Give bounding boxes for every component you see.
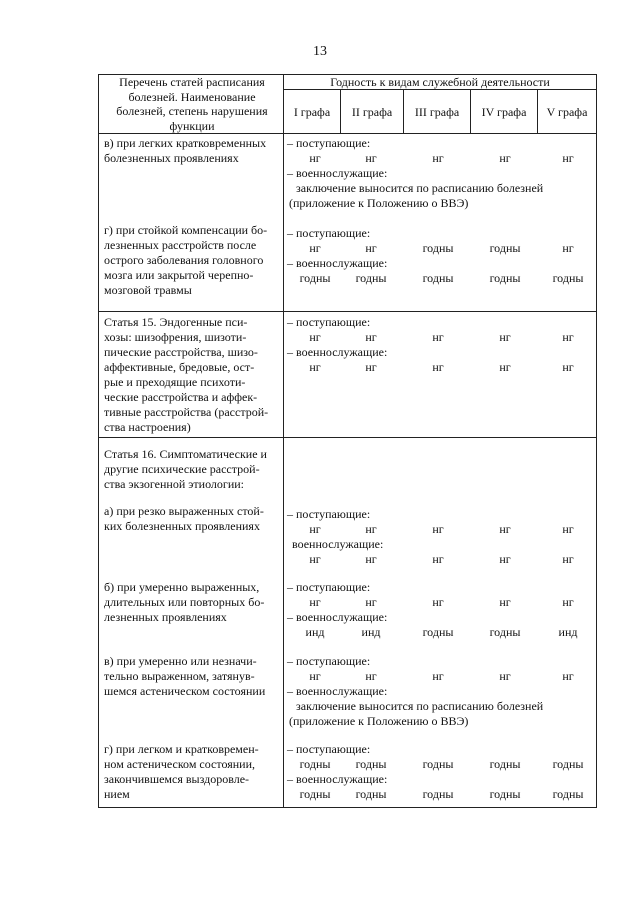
value-graf-2: нг [365,330,377,344]
value-graf-4: нг [499,552,511,566]
row-description-line: тельно выраженном, затянув- [104,669,255,683]
table-border-right [596,74,597,808]
row-description-line: ческие расстройства и аффек- [104,390,258,404]
value-graf-3: нг [432,360,444,374]
conclusion-text: заключение выносится по расписанию болезней [296,181,544,195]
row-description-line: г) при стойкой компенсации бо- [104,223,268,237]
value-graf-5: нг [562,151,574,165]
value-graf-1: годны [299,271,331,285]
value-graf-5: нг [562,595,574,609]
row-description-line: Статья 16. Симптоматические и [104,447,267,461]
row-description-line: мозговой травмы [104,283,192,297]
value-graf-2: нг [365,522,377,536]
page-number: 13 [313,44,327,59]
value-graf-2: нг [365,595,377,609]
row-description-line: хозы: шизофрения, шизоти- [104,330,247,344]
label-servicemen: – военнослужащие: [287,772,388,786]
row-description-line: мозга или закрытой черепно- [104,268,254,282]
table-border-left [98,74,99,808]
value-graf-4: нг [499,595,511,609]
value-graf-5: нг [562,669,574,683]
row-description-line: г) при легком и кратковремен- [104,742,259,756]
value-graf-4: нг [499,522,511,536]
row-description-line: в) при легких кратковременных [104,136,267,150]
row-description-line: аффективные, бредовые, ост- [104,360,255,374]
label-applicants: – поступающие: [287,742,371,756]
row-description-line: болезненных проявлениях [104,151,239,165]
value-graf-2: годны [355,757,387,771]
header-graf-3: III графа [414,105,460,119]
label-servicemen: – военнослужащие: [287,166,388,180]
value-graf-1: годны [299,787,331,801]
value-graf-1: нг [309,522,321,536]
value-graf-1: нг [309,241,321,255]
row-description-line: закончившемся выздоровле- [104,772,250,786]
value-graf-2: нг [365,360,377,374]
value-graf-5: нг [562,552,574,566]
label-servicemen: военнослужащие: [292,537,384,551]
label-servicemen: – военнослужащие: [287,345,388,359]
value-graf-5: нг [562,241,574,255]
label-applicants: – поступающие: [287,226,371,240]
value-graf-1: нг [309,669,321,683]
value-graf-4: нг [499,151,511,165]
value-graf-4: годны [489,625,521,639]
value-graf-4: годны [489,271,521,285]
value-graf-3: годны [422,241,454,255]
value-graf-3: годны [422,757,454,771]
header-graf-5: V графа [546,105,588,119]
conclusion-text: (приложение к Положению о ВВЭ) [289,196,469,210]
conclusion-text: (приложение к Положению о ВВЭ) [289,714,469,728]
conclusion-text: заключение выносится по расписанию болезней [296,699,544,713]
value-graf-3: годны [422,271,454,285]
value-graf-2: нг [365,151,377,165]
row-description-line: шемся астеническом состоянии [104,684,266,698]
header-graf-1: I графа [293,105,331,119]
row-description-line: лезненных проявлениях [104,610,227,624]
label-applicants: – поступающие: [287,136,371,150]
label-applicants: – поступающие: [287,507,371,521]
value-graf-1: годны [299,757,331,771]
value-graf-5: годны [552,757,584,771]
value-graf-4: нг [499,330,511,344]
row-description-line: острого заболевания головного [104,253,264,267]
value-graf-4: нг [499,360,511,374]
label-applicants: – поступающие: [287,654,371,668]
value-graf-1: нг [309,595,321,609]
row-description-line: лезненных расстройств после [104,238,257,252]
value-graf-5: нг [562,330,574,344]
value-graf-4: нг [499,669,511,683]
label-servicemen: – военнослужащие: [287,256,388,270]
value-graf-4: годны [489,757,521,771]
row-description-line: Статья 15. Эндогенные пси- [104,315,248,329]
value-graf-5: нг [562,522,574,536]
value-graf-1: нг [309,330,321,344]
row-description-line: нием [104,787,130,801]
row-divider-2 [98,437,597,438]
header-bottom-border [98,133,597,134]
row-description-line: ких болезненных проявлениях [104,519,260,533]
row-description-line: другие психические расстрой- [104,462,260,476]
value-graf-2: нг [365,241,377,255]
row-description-line: ном астеническом состоянии, [104,757,256,771]
value-graf-3: нг [432,151,444,165]
row-description-line: а) при резко выраженных стой- [104,504,264,518]
col-divider-main [283,74,284,808]
value-graf-5: годны [552,787,584,801]
header-graf-2: II графа [351,105,393,119]
row-description-line: ства экзогенной этиологии: [104,477,244,491]
row-divider-1 [98,311,597,312]
value-graf-1: инд [305,625,325,639]
label-servicemen: – военнослужащие: [287,610,388,624]
table-border-bottom [98,807,597,808]
value-graf-1: нг [309,360,321,374]
value-graf-1: нг [309,552,321,566]
row-description-line: в) при умеренно или незначи- [104,654,257,668]
value-graf-5: нг [562,360,574,374]
row-description-line: тивные расстройства (расстрой- [104,405,269,419]
label-servicemen: – военнослужащие: [287,684,388,698]
row-description-line: рые и преходящие психоти- [104,375,246,389]
header-disease-list: Перечень статей расписания болезней. Наименование болезней, степень нарушения функции [116,75,268,133]
header-fitness: Годность к видам служебной деятельности [330,75,550,89]
value-graf-4: годны [489,241,521,255]
value-graf-3: нг [432,595,444,609]
value-graf-3: нг [432,330,444,344]
label-applicants: – поступающие: [287,315,371,329]
row-description-line: ства настроения) [104,420,191,434]
row-description-line: б) при умеренно выраженных, [104,580,260,594]
value-graf-5: годны [552,271,584,285]
value-graf-3: годны [422,787,454,801]
row-description-line: пические расстройства, шизо- [104,345,258,359]
value-graf-3: годны [422,625,454,639]
value-graf-2: инд [361,625,381,639]
value-graf-3: нг [432,552,444,566]
row-description-line: длительных или повторных бо- [104,595,265,609]
value-graf-2: годны [355,271,387,285]
label-applicants: – поступающие: [287,580,371,594]
value-graf-3: нг [432,669,444,683]
value-graf-2: годны [355,787,387,801]
header-graf-4: IV графа [481,105,527,119]
value-graf-1: нг [309,151,321,165]
value-graf-3: нг [432,522,444,536]
value-graf-2: нг [365,552,377,566]
value-graf-2: нг [365,669,377,683]
value-graf-4: годны [489,787,521,801]
value-graf-5: инд [558,625,578,639]
